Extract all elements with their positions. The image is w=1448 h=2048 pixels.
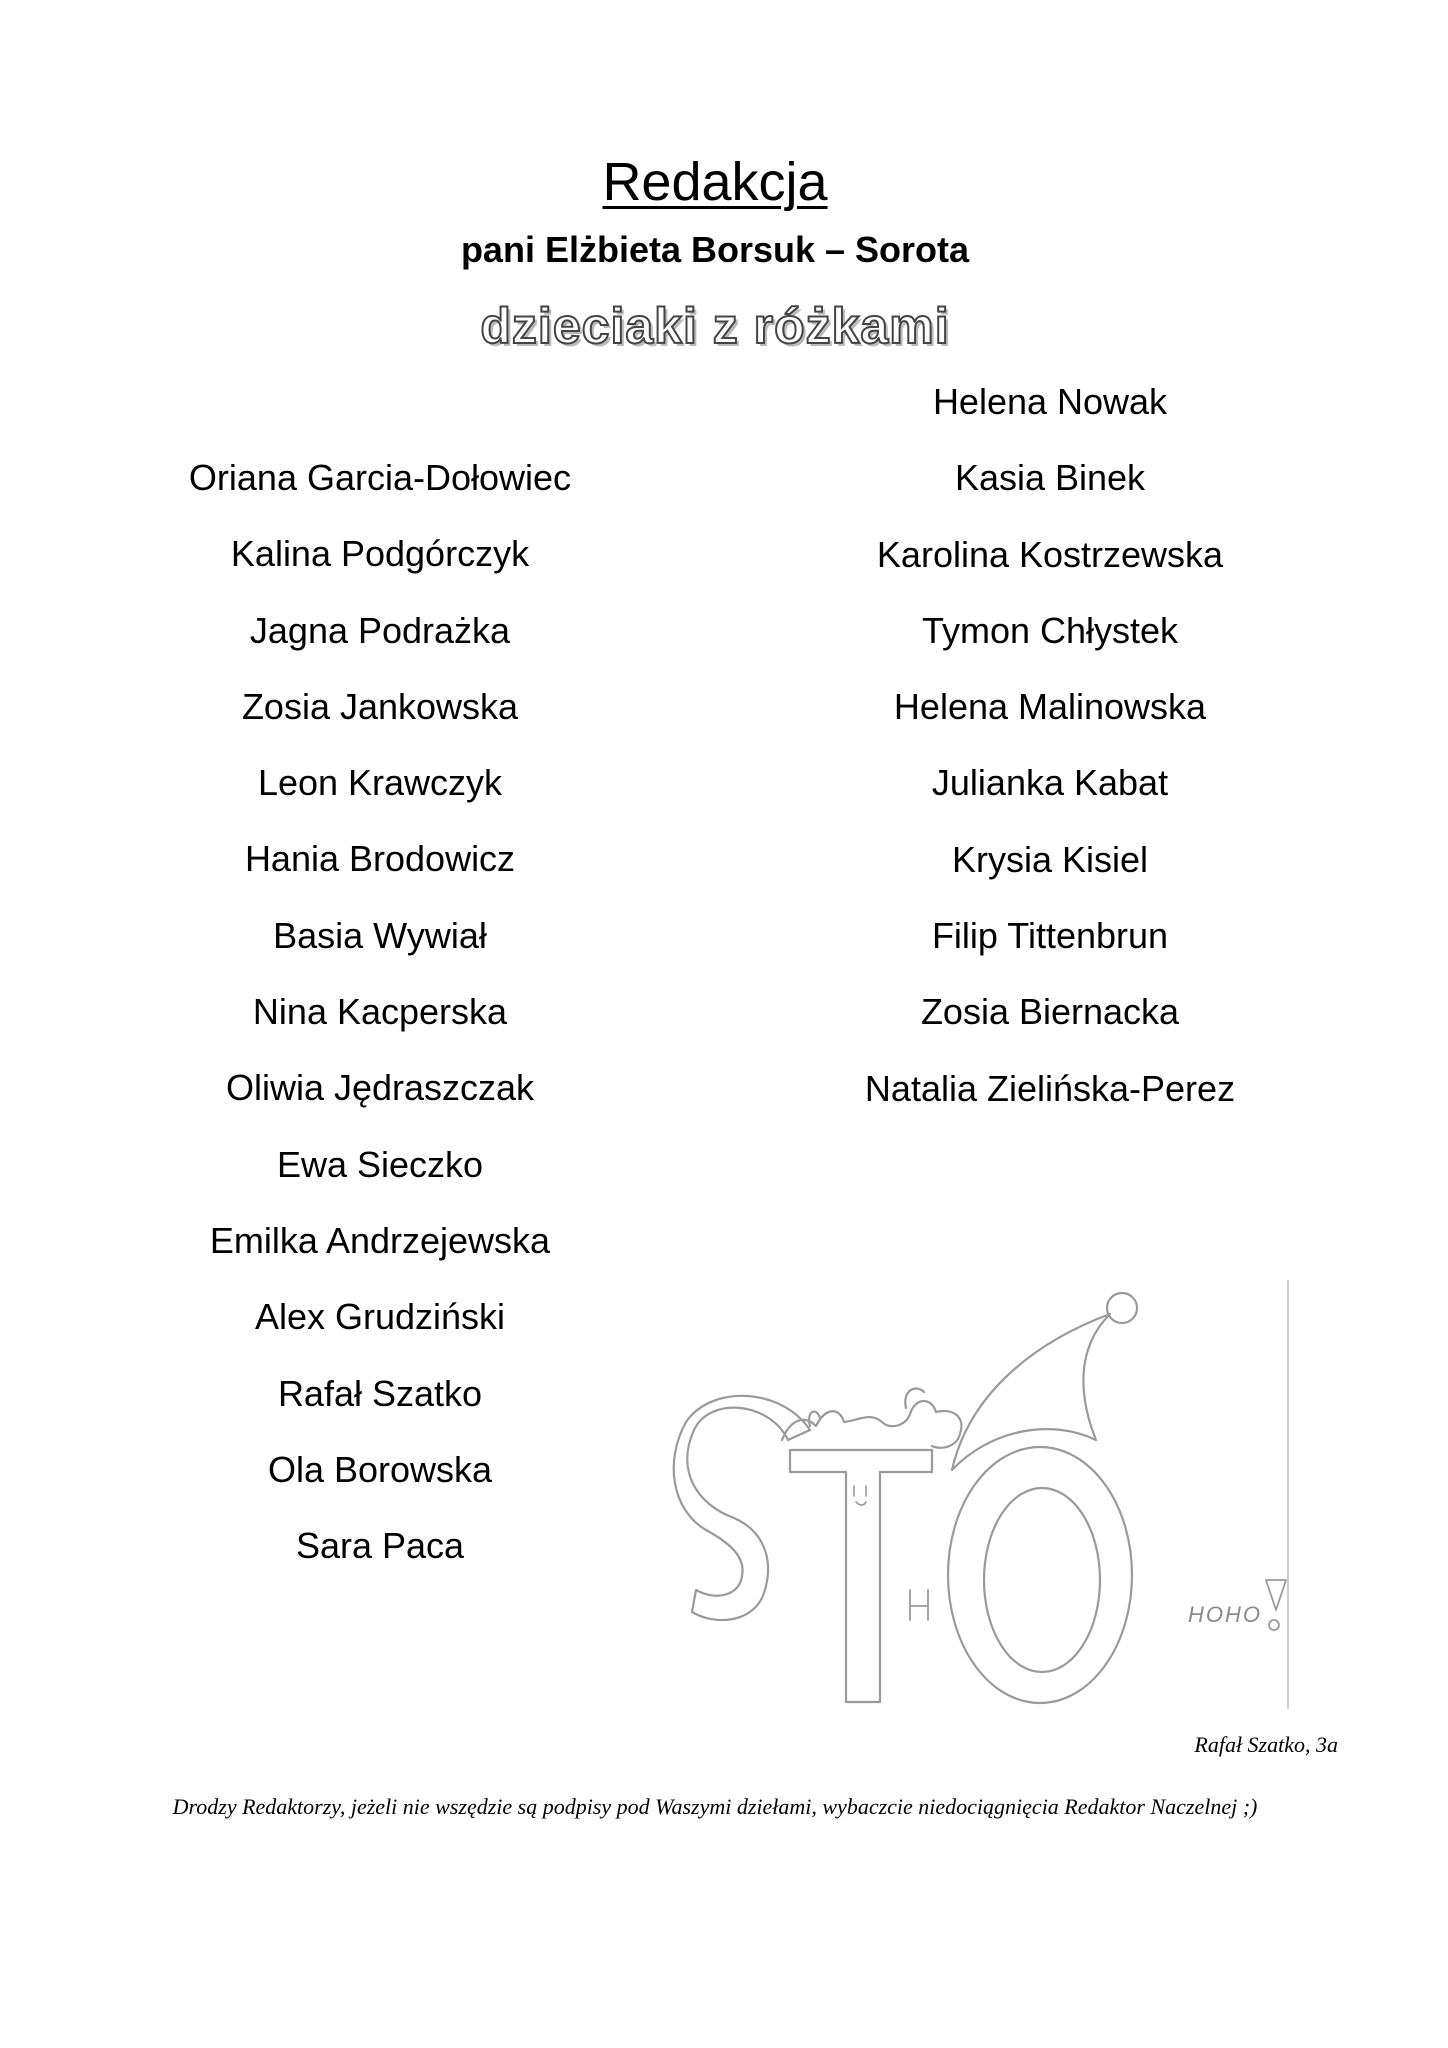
name-item: Jagna Podrażka: [249, 609, 511, 651]
group-name: dzieciaki z różkami: [480, 298, 950, 354]
names-left-column: [120, 440, 640, 1584]
page-title: Redakcja: [602, 152, 828, 212]
name-item: Basia Wywiał: [273, 914, 487, 956]
name-item: Helena Nowak: [932, 381, 1168, 422]
hat-pompom: [1107, 1293, 1137, 1323]
hoho-text: HOHO: [1188, 1602, 1262, 1627]
name-item: Natalia Zielińska-Perez: [864, 1067, 1236, 1109]
drawing-credit: Rafał Szatko, 3a: [1194, 1732, 1338, 1757]
name-item: Ewa Sieczko: [276, 1143, 484, 1185]
editor-name: pani Elżbieta Borsuk – Sorota: [460, 229, 970, 270]
name-item: Zosia Jankowska: [241, 685, 519, 727]
name-item: Alex Grudziński: [254, 1296, 506, 1338]
name-item: Kasia Binek: [954, 457, 1146, 499]
letter-s-shape: [674, 1396, 810, 1620]
letter-t-shape: [790, 1450, 932, 1702]
name-item: Leon Krawczyk: [257, 762, 503, 804]
name-item: Oliwia Jędraszczak: [225, 1067, 535, 1109]
name-item: Sara Paca: [295, 1525, 465, 1567]
name-item: Oriana Garcia-Dołowiec: [188, 457, 572, 498]
name-item: Helena Malinowska: [893, 686, 1207, 728]
footer-note: Drodzy Redaktorzy, jeżeli nie wszędzie są podpisy pod Waszymi dziełami, wybaczcie niedociągnięcia Redaktor Naczelnej ;): [172, 1794, 1258, 1819]
name-item: Karolina Kostrzewska: [876, 533, 1224, 575]
name-item: Hania Brodowicz: [244, 838, 516, 880]
small-h-letter: [910, 1590, 928, 1620]
sto-drawing: [670, 1280, 1290, 1710]
name-item: Tymon Chłystek: [921, 609, 1179, 651]
exclamation-mark: [1266, 1580, 1286, 1610]
name-item: Emilka Andrzejewska: [209, 1219, 551, 1261]
name-item: Krysia Kisiel: [951, 838, 1149, 880]
name-item: Ola Borowska: [267, 1448, 493, 1490]
name-item: Julianka Kabat: [931, 762, 1169, 804]
letter-o-outer: [948, 1447, 1132, 1703]
name-item: Filip Tittenbrun: [931, 915, 1169, 957]
name-item: Kalina Podgórczyk: [230, 533, 530, 575]
name-item: Zosia Biernacka: [920, 991, 1180, 1033]
letter-o-inner: [984, 1488, 1100, 1672]
names-right-column: [800, 364, 1300, 1127]
t-face: [854, 1486, 866, 1505]
name-item: Nina Kacperska: [252, 991, 508, 1033]
name-item: Rafał Szatko: [277, 1372, 483, 1414]
